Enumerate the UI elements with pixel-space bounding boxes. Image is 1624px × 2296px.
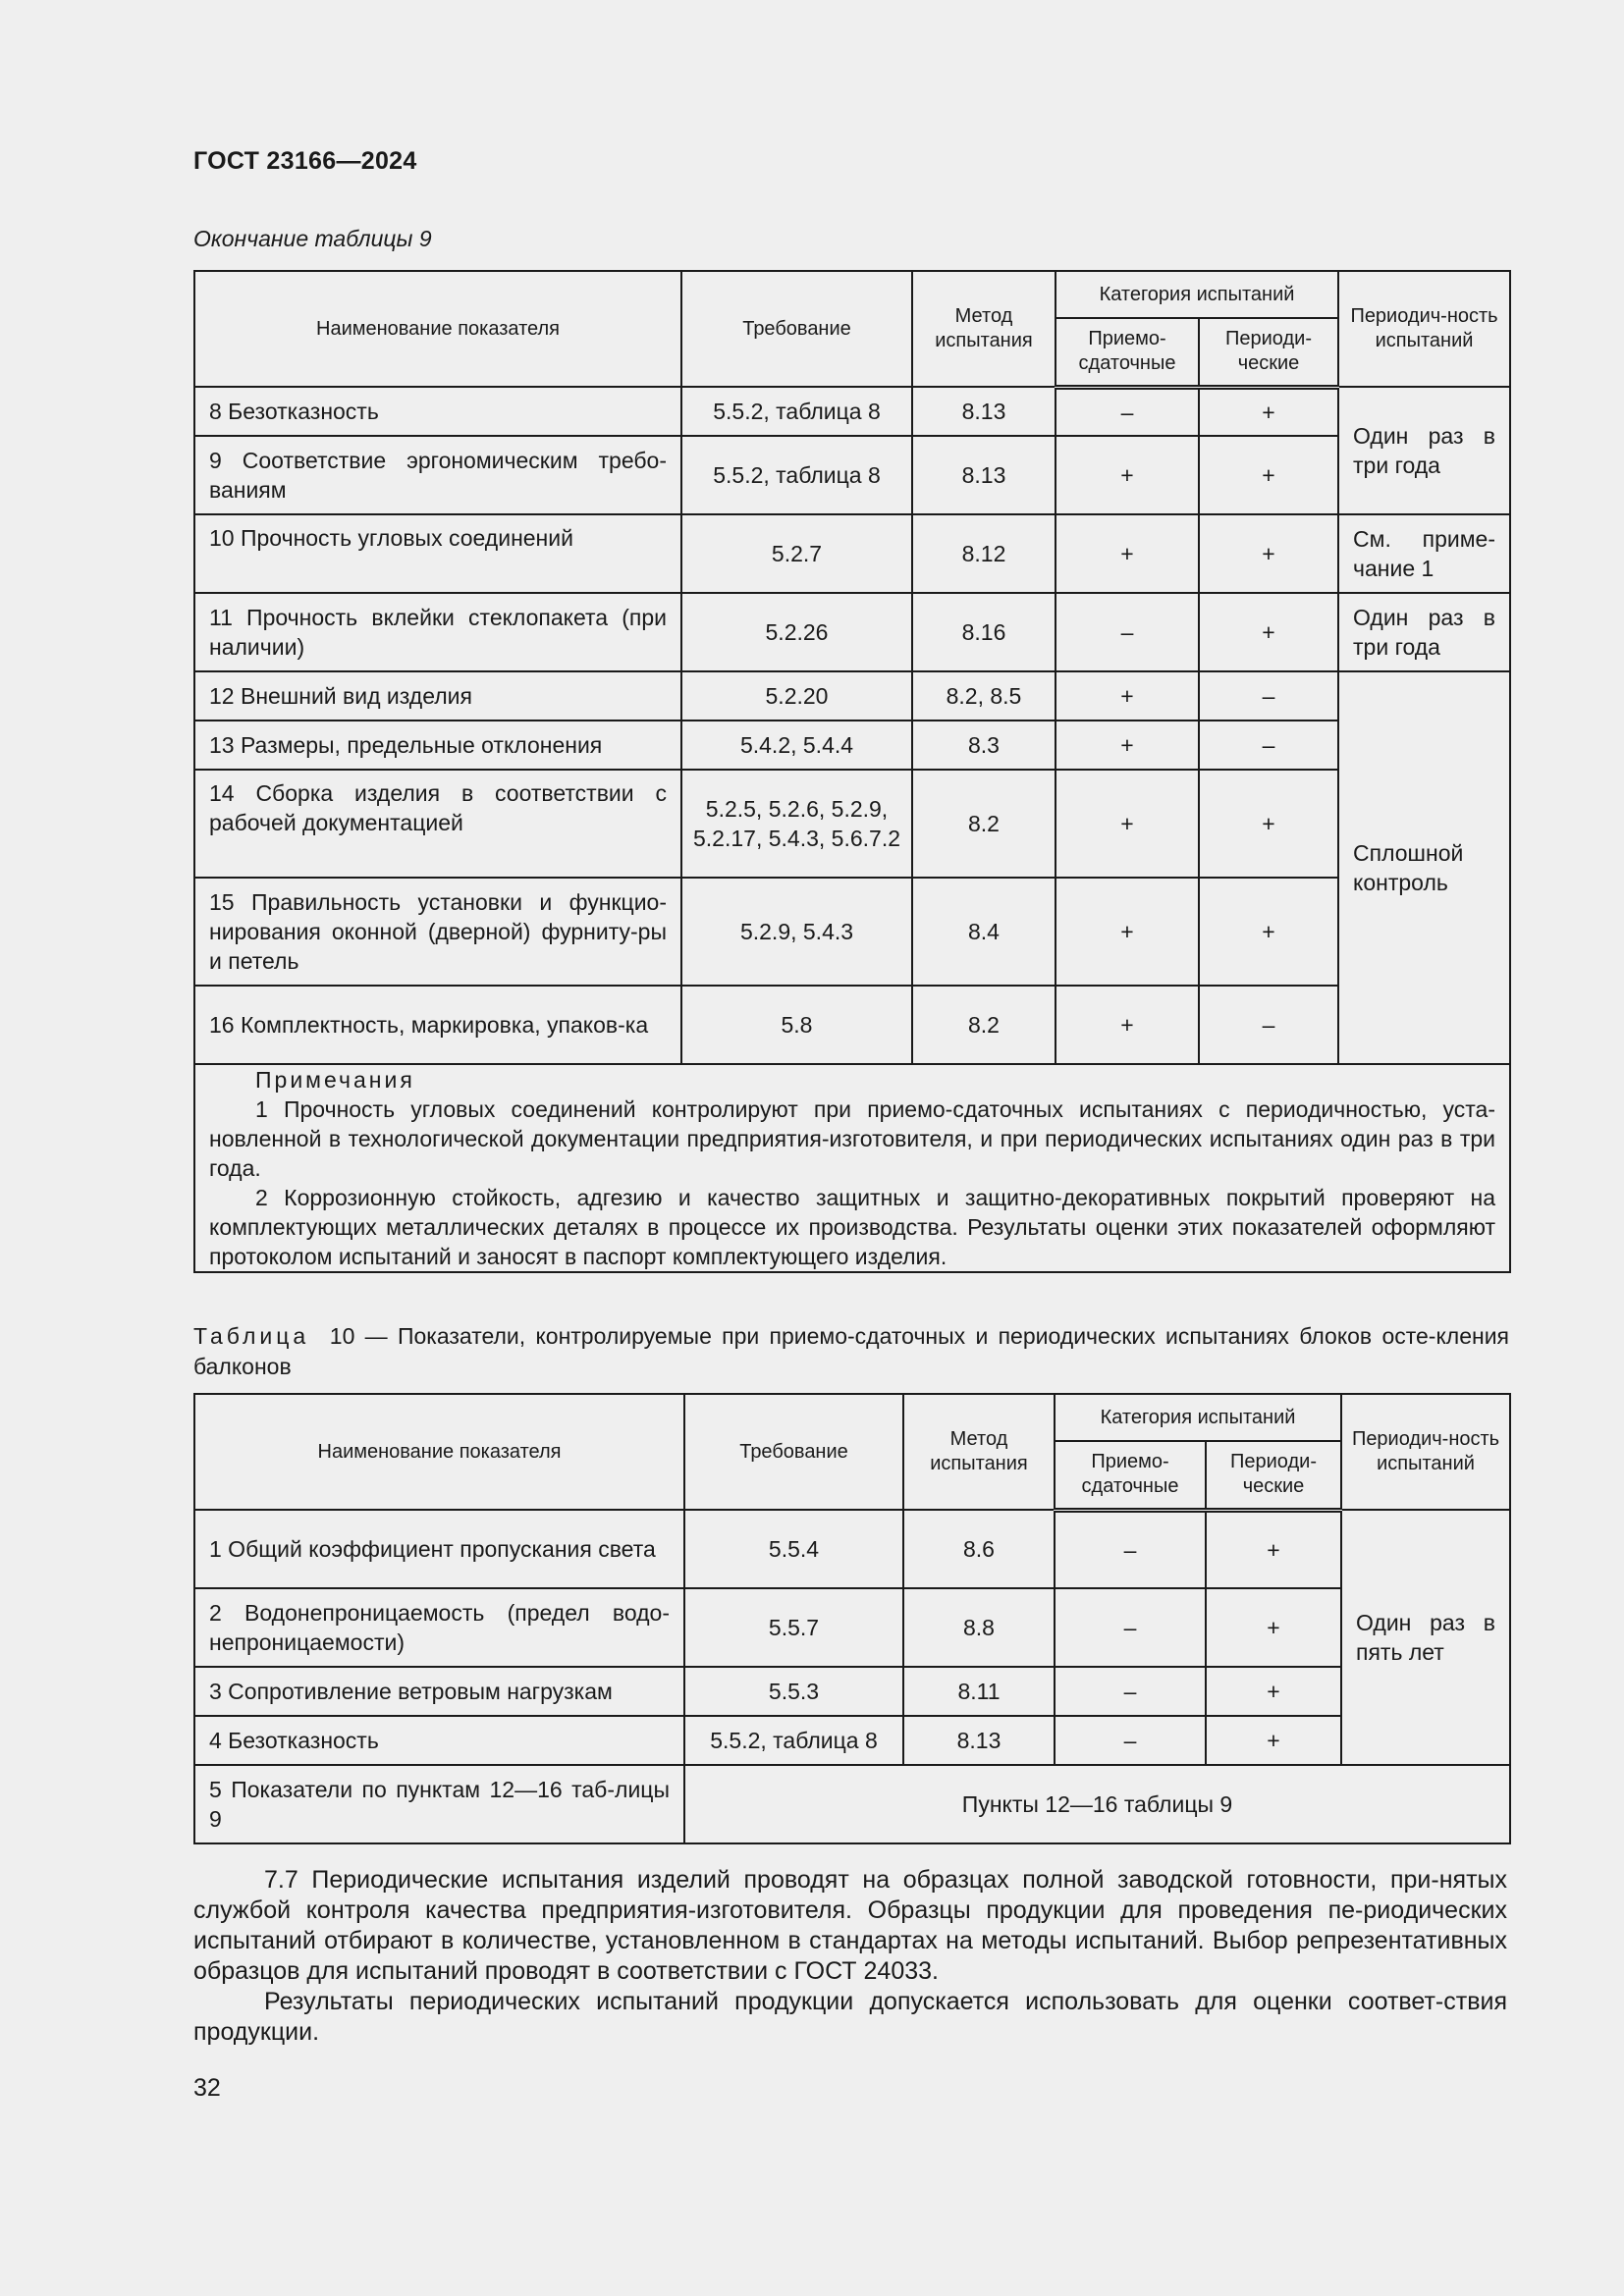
table-row <box>194 1667 1510 1716</box>
table10-title: 10 — Показатели, контролируемые при приемо-сдаточных и периодических испытаниях блоков осте-кления балконов <box>193 1323 1510 1379</box>
cell-per: + <box>1206 1716 1341 1765</box>
cell-per: + <box>1199 878 1338 986</box>
table-row <box>194 1716 1510 1765</box>
cell-acc: + <box>1056 721 1199 770</box>
cell-name: 13 Размеры, предельные отклонения <box>194 721 681 770</box>
table10-caption <box>193 1321 1509 1382</box>
cell-name: 11 Прочность вклейки стеклопакета (при наличии) <box>194 593 681 671</box>
th-periodic: Периоди-ческие <box>1199 318 1338 387</box>
cell-name: 10 Прочность угловых соединений <box>194 514 681 593</box>
cell-per: + <box>1206 1667 1341 1716</box>
cell-acc: – <box>1055 1588 1206 1667</box>
cell-method: 8.11 <box>903 1667 1055 1716</box>
cell-merged: Пункты 12—16 таблицы 9 <box>684 1765 1510 1843</box>
table-row <box>194 878 1510 986</box>
cell-method: 8.3 <box>912 721 1056 770</box>
cell-acc: + <box>1056 436 1199 514</box>
cell-req: 5.5.4 <box>684 1510 903 1588</box>
table-row <box>194 770 1510 878</box>
cell-name: 2 Водонепроницаемость (предел водо-непроницаемости) <box>194 1588 684 1667</box>
cell-acc: – <box>1056 387 1199 436</box>
cell-acc: – <box>1055 1510 1206 1588</box>
cell-acc: + <box>1056 514 1199 593</box>
cell-req: 5.4.2, 5.4.4 <box>681 721 912 770</box>
cell-per: + <box>1199 770 1338 878</box>
cell-req: 5.8 <box>681 986 912 1064</box>
table-row <box>194 436 1510 514</box>
cell-req: 5.5.2, таблица 8 <box>681 387 912 436</box>
cell-req: 5.5.2, таблица 8 <box>684 1716 903 1765</box>
th-periodicity: Периодич-ность испытаний <box>1338 271 1510 387</box>
cell-acc: + <box>1056 878 1199 986</box>
cell-acc: + <box>1056 986 1199 1064</box>
cell-method: 8.2 <box>912 770 1056 878</box>
cell-periodicity: Один раз в пять лет <box>1341 1510 1510 1765</box>
cell-per: + <box>1206 1588 1341 1667</box>
document-code: ГОСТ 23166—2024 <box>193 147 417 175</box>
section-7-7 <box>193 1865 1507 2048</box>
cell-per: + <box>1199 593 1338 671</box>
cell-method: 8.16 <box>912 593 1056 671</box>
th-periodic: Периоди-ческие <box>1206 1441 1341 1510</box>
cell-periodicity: См. приме-чание 1 <box>1338 514 1510 593</box>
cell-acc: + <box>1056 770 1199 878</box>
cell-per: + <box>1199 436 1338 514</box>
cell-per: – <box>1199 671 1338 721</box>
cell-acc: – <box>1055 1667 1206 1716</box>
table-row <box>194 1765 1510 1843</box>
table-10 <box>193 1393 1511 1844</box>
cell-name: 15 Правильность установки и функцио-нирования оконной (дверной) фурниту-ры и петель <box>194 878 681 986</box>
table-row <box>194 986 1510 1064</box>
table10-label: Таблица <box>193 1323 310 1349</box>
cell-name: 14 Сборка изделия в соответствии с рабочей документацией <box>194 770 681 878</box>
paragraph-7-7: 7.7 Периодические испытания изделий проводят на образцах полной заводской готовности, при-нятых службой контроля качества предприятия-изготовителя. Образцы продукции для проведения пе-риодических испытаний отбирают в количестве, установленном в стандартах на методы испытаний. Выбор репрезентативных образцов для испытаний проводят в соответствии с ГОСТ 24033. <box>193 1866 1507 1985</box>
notes-title: Примечания <box>255 1067 415 1093</box>
note-2: 2 Коррозионную стойкость, адгезию и качество защитных и защитно-декоративных покрытий проверяют на комплектующих металлических деталях в процессе их производства. Результаты оценки этих показателей оформляют протоколом испытаний и заносят в паспорт комплектующего изделия. <box>209 1185 1496 1269</box>
th-method: Метод испытания <box>912 271 1056 387</box>
cell-name: 16 Комплектность, маркировка, упаков-ка <box>194 986 681 1064</box>
cell-per: + <box>1206 1510 1341 1588</box>
page-number: 32 <box>193 2074 221 2102</box>
table-row <box>194 671 1510 721</box>
cell-name: 3 Сопротивление ветровым нагрузкам <box>194 1667 684 1716</box>
cell-req: 5.5.7 <box>684 1588 903 1667</box>
cell-req: 5.5.2, таблица 8 <box>681 436 912 514</box>
table-9 <box>193 270 1511 1273</box>
cell-method: 8.13 <box>912 436 1056 514</box>
cell-req: 5.2.20 <box>681 671 912 721</box>
cell-name: 4 Безотказность <box>194 1716 684 1765</box>
cell-per: + <box>1199 514 1338 593</box>
cell-req: 5.2.5, 5.2.6, 5.2.9, 5.2.17, 5.4.3, 5.6.7.2 <box>681 770 912 878</box>
cell-name: 9 Соответствие эргономическим требо-ваниям <box>194 436 681 514</box>
th-requirement: Требование <box>681 271 912 387</box>
cell-periodicity: Сплошной контроль <box>1338 671 1510 1064</box>
cell-per: – <box>1199 721 1338 770</box>
cell-method: 8.8 <box>903 1588 1055 1667</box>
cell-per: + <box>1199 387 1338 436</box>
th-category: Категория испытаний <box>1056 271 1338 318</box>
note-1: 1 Прочность угловых соединений контролируют при приемо-сдаточных испытаниях с периодичностью, уста-новленной в технологической документации предприятия-изготовителя, и при периодических испытаниях один раз в три года. <box>209 1096 1496 1181</box>
th-requirement: Требование <box>684 1394 903 1510</box>
table-row <box>194 1588 1510 1667</box>
th-method: Метод испытания <box>903 1394 1055 1510</box>
cell-req: 5.5.3 <box>684 1667 903 1716</box>
cell-method: 8.13 <box>903 1716 1055 1765</box>
table-row <box>194 721 1510 770</box>
cell-method: 8.13 <box>912 387 1056 436</box>
table9-notes <box>194 1064 1510 1272</box>
cell-per: – <box>1199 986 1338 1064</box>
cell-acc: + <box>1056 671 1199 721</box>
cell-name: 1 Общий коэффициент пропускания света <box>194 1510 684 1588</box>
cell-name: 12 Внешний вид изделия <box>194 671 681 721</box>
th-periodicity: Периодич-ность испытаний <box>1341 1394 1510 1510</box>
cell-method: 8.6 <box>903 1510 1055 1588</box>
cell-periodicity: Один раз в три года <box>1338 387 1510 514</box>
th-name: Наименование показателя <box>194 1394 684 1510</box>
table-row <box>194 514 1510 593</box>
cell-method: 8.4 <box>912 878 1056 986</box>
cell-method: 8.2 <box>912 986 1056 1064</box>
table-row <box>194 593 1510 671</box>
cell-acc: – <box>1056 593 1199 671</box>
cell-req: 5.2.26 <box>681 593 912 671</box>
cell-name: 5 Показатели по пунктам 12—16 таб-лицы 9 <box>194 1765 684 1843</box>
table-row <box>194 387 1510 436</box>
cell-method: 8.12 <box>912 514 1056 593</box>
cell-method: 8.2, 8.5 <box>912 671 1056 721</box>
table9-caption: Окончание таблицы 9 <box>193 226 432 251</box>
paragraph-results: Результаты периодических испытаний продукции допускается использовать для оценки соответ-ствия продукции. <box>193 1988 1507 2046</box>
cell-acc: – <box>1055 1716 1206 1765</box>
cell-req: 5.2.7 <box>681 514 912 593</box>
th-acceptance: Приемо-сдаточные <box>1055 1441 1206 1510</box>
th-name: Наименование показателя <box>194 271 681 387</box>
th-acceptance: Приемо-сдаточные <box>1056 318 1199 387</box>
cell-periodicity: Один раз в три года <box>1338 593 1510 671</box>
cell-name: 8 Безотказность <box>194 387 681 436</box>
table-row <box>194 1510 1510 1588</box>
th-category: Категория испытаний <box>1055 1394 1341 1441</box>
cell-req: 5.2.9, 5.4.3 <box>681 878 912 986</box>
